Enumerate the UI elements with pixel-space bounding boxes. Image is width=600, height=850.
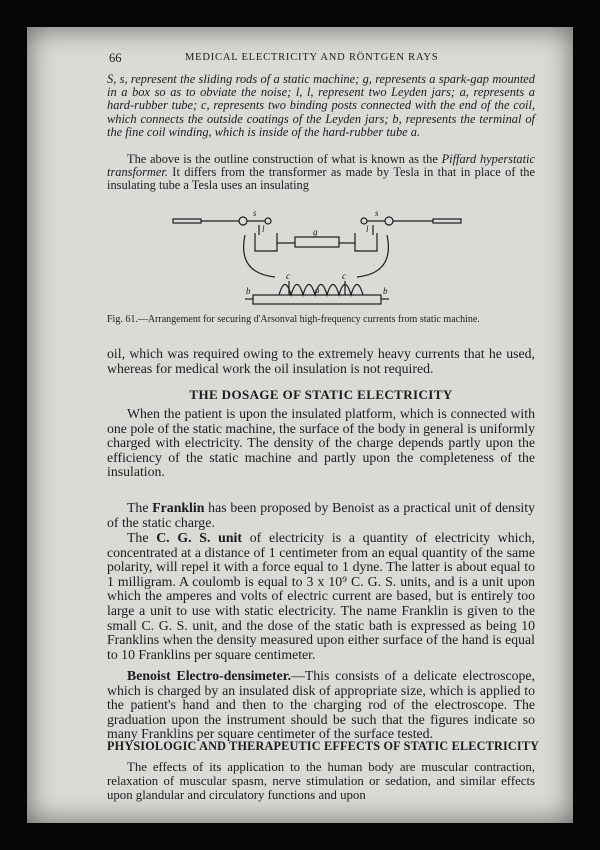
label-l-left: l — [262, 224, 265, 234]
piffard-text-a: The above is the outline construction of what is known as the — [127, 152, 442, 166]
effects-paragraph: The effects of its application to the human body are muscular contraction, relaxation of muscular spasm, nerve stimulation or sedation, and similar effects upon glandular and circulatory functions and upon — [107, 760, 535, 802]
section-heading-dosage: THE DOSAGE OF STATIC ELECTRICITY — [189, 387, 453, 402]
label-b-right: b — [383, 286, 388, 296]
patient-paragraph: When the patient is upon the insulated platform, which is connected with one pole of the static machine, the surface of the body in general is uniformly charged with electricity. The density of the charge depends partly upon the efficiency of the static machine and partly upon the completeness of the insulation. — [107, 406, 535, 480]
label-a: a — [315, 285, 320, 295]
label-g: g — [313, 227, 318, 237]
franklin-text-a: The — [127, 500, 153, 515]
piffard-paragraph — [107, 153, 535, 193]
piffard-text-c: It differs from the transformer as made by Tesla in that in place of the insulating tube a Tesla uses an insulating — [107, 165, 535, 193]
cgs-text-a: The — [127, 530, 157, 545]
intro-paragraph — [107, 73, 535, 139]
page-header — [107, 51, 527, 67]
cgs-paragraph — [107, 531, 535, 662]
franklin-paragraph — [107, 501, 535, 530]
section-heading-effects: PHYSIOLOGIC AND THERAPEUTIC EFFECTS OF STATIC ELECTRICITY — [107, 739, 540, 753]
densimeter-text: —This consists of a delicate electroscope, which is charged by an insulated disk of appropriate size, which is applied to the patient's hand and then to the charging rod of the electroscope. The graduation upon the instrument should be such that the figures indicate so many Franklins per square centimeter of the surface tested. — [107, 668, 536, 742]
label-c-right: c — [342, 271, 346, 281]
cgs-text-c: of electricity is a quantity of electricity which, concentrated at a distance of 1 centimeter from an equal quantity of the same polarity, will repel it with a force equal to 1 dyne. The latter is about equal to 1 milligram. A coulomb is equal to 3 x 10⁹ C. G. S. units, and is a unit upon which the amperes and volts of electric current are based, but is entirely too large a unit to use with static electricity. The name Franklin is given to the small C. G. S. unit, and the dose of the static bath is expressed as being 10 Franklins when the density measured upon either surface of the hand is equal to 10 Franklins per square centimeter. — [107, 530, 535, 662]
label-s-right: s — [375, 208, 379, 218]
piffard-term: Piffard hyperstatic transformer. — [107, 152, 535, 180]
cgs-term: C. G. S. unit — [156, 530, 242, 545]
densimeter-paragraph — [107, 669, 535, 742]
page-number: 66 — [109, 51, 122, 65]
label-b-left: b — [246, 286, 251, 296]
oil-paragraph: oil, which was required owing to the extremely heavy currents that he used, whereas for medical work the oil insulation is not required. — [107, 346, 535, 376]
running-head: MEDICAL ELECTRICITY AND RÖNTGEN RAYS — [185, 52, 439, 63]
label-l-right: l — [366, 224, 369, 234]
transformer-diagram — [167, 205, 467, 305]
intro-text: S, s, represent the sliding rods of a static machine; g, represents a spark-gap mounted in a box so as to obviate the noise; l, l, represent two Leyden jars; a, represents a hard-rubber tube; c, represents two binding posts connected with the end of the coil, which connects the outside coatings of the Leyden jars; b, represents the terminal of the fine coil winding, which is inside of the hard-rubber tube a. — [107, 72, 535, 139]
franklin-term: Franklin — [152, 500, 205, 515]
densimeter-term: Benoist Electro-densimeter. — [127, 668, 292, 683]
label-s-left: s — [253, 208, 257, 218]
figure-caption: Fig. 61.—Arrangement for securing d'Arsonval high-frequency currents from static machine. — [107, 314, 480, 325]
franklin-text-c: has been proposed by Benoist as a practical unit of density of the static charge. — [107, 500, 535, 530]
label-c-left: c — [286, 271, 290, 281]
book-page — [27, 27, 573, 823]
